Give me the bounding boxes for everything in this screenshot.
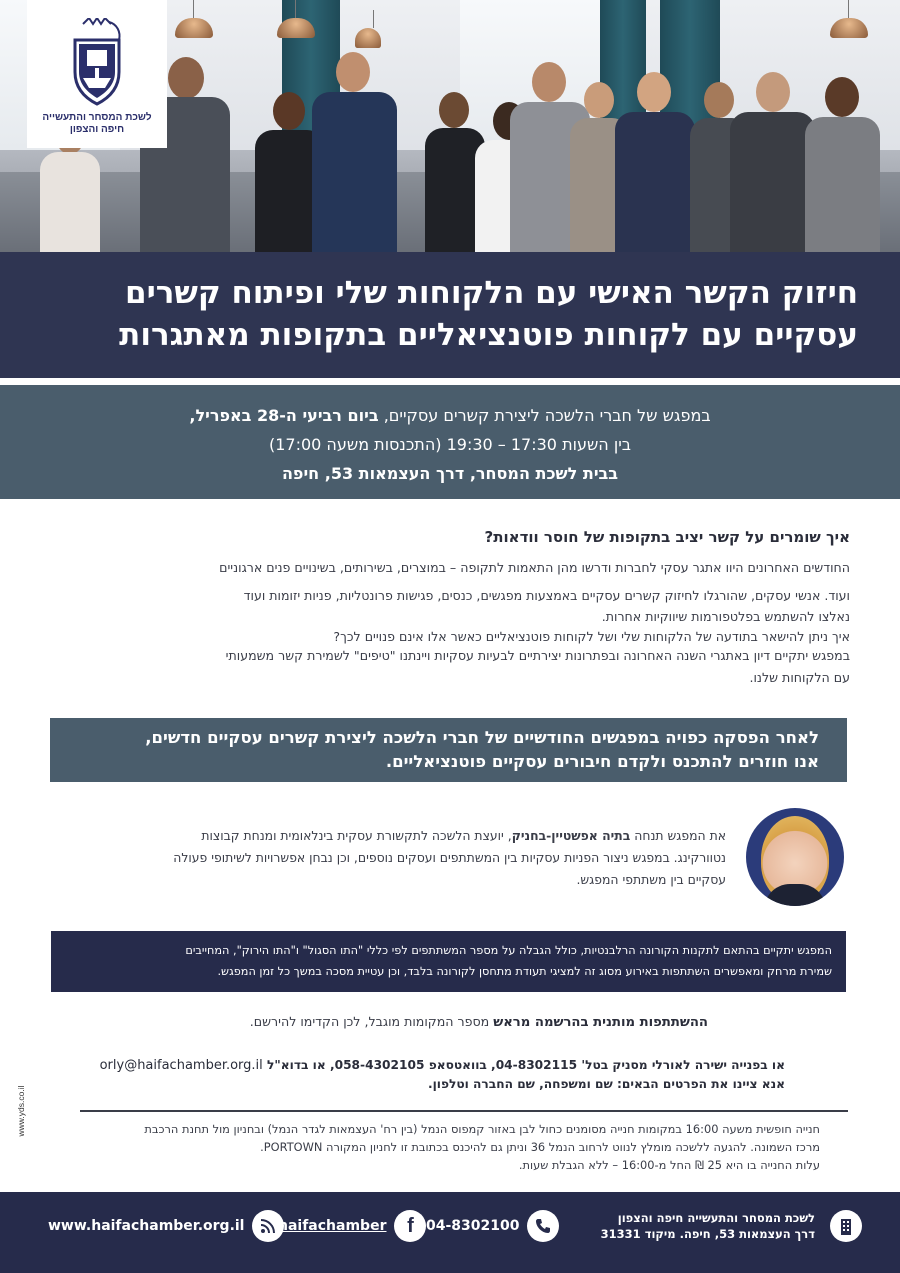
contact-text: או בפנייה ישירה לאורלי מסניק בטל' 04-8302115, בוואטסאפ 058-4302105, או בדוא"ל: [262, 1058, 785, 1072]
footer-phone-item[interactable]: [426, 1210, 559, 1242]
host-line3: עסקיים בין משתתפי המפגש.: [576, 872, 726, 887]
title-line1: חיזוק הקשר האישי עם הלקוחות שלי ופיתוח קשרים: [124, 275, 858, 311]
footer-website-item[interactable]: [48, 1210, 284, 1242]
footer-facebook[interactable]: haifachamber: [278, 1218, 387, 1234]
intro-line: נאלצו להשתמש בפלטפורמות שיווקיות אחרות.: [601, 609, 850, 624]
registration-note: [50, 1014, 708, 1030]
parking-line2: מרכז השמונה. להגעה ללשכה מומלץ לנווט לרחוב הנמל 36 וניתן גם להיכנס בכתובת זו לחניון המקורה PORTOWN.: [260, 1140, 820, 1154]
intro-paragraph: [50, 556, 850, 689]
designer-credit: [12, 1078, 26, 1148]
event-location: בבית לשכת המסחר, דרך העצמאות 53, חיפה: [281, 464, 619, 483]
page-title: [28, 272, 858, 356]
contact-info: [50, 1056, 785, 1093]
event-date: ביום רביעי ה-28 באפריל,: [189, 406, 379, 425]
parking-line1: חנייה חופשית משעה 16:00 במקומות חנייה מסומנים כחול לבן באזור קמפוס הנמל (בין רח' העצמאות לגדר הנמל) ובחניון מול תחנת הרכבת: [144, 1122, 820, 1136]
registration-rest: מספר המקומות מוגבל, לכן הקדימו להירשם.: [249, 1014, 494, 1029]
facebook-icon: f: [394, 1210, 426, 1242]
logo-text: [42, 112, 151, 136]
contact-line1: [50, 1056, 785, 1075]
registration-bold: ההשתתפות מותנית בהרשמה מראש: [493, 1015, 708, 1030]
banner-line2: אנו חוזרים להתכנס ולקדם חיבורים עסקיים פוטנציאליים.: [385, 752, 819, 771]
contact-line2: אנא ציינו את הפרטים הבאים: שם ומשפחה, שם החברה וטלפון.: [427, 1077, 785, 1091]
host-line1-rest: , יועצת הלשכה לתקשורת עסקית בינלאומית ומנחת קבוצות: [201, 828, 512, 843]
intro-line: במפגש יתקיים דיון באתגרי השנה האחרונה ובפתרונות יצירתיים לבעיות עסקיות ויינתנו "טיפים" לשמירת קשר משמעותי: [225, 648, 850, 663]
host-description: [50, 825, 726, 891]
footer: [0, 1192, 900, 1273]
intro-line: החודשים האחרונים היוו אתגר עסקי לחברות ודרשו מהן התאמות לתקופה – במוצרים, בשירותים, בשינויים פנים ארגוניים: [219, 560, 850, 575]
event-line1: [0, 401, 900, 430]
footer-org-name: לשכת המסחר והתעשייה חיפה והצפון: [617, 1211, 815, 1225]
divider: [80, 1110, 848, 1112]
title-band: [0, 252, 900, 378]
footer-address-block: [601, 1210, 815, 1242]
host-line1: [50, 825, 726, 847]
host-avatar: [746, 808, 844, 906]
return-banner: [50, 718, 847, 782]
credit-text: www.yds.co.il: [16, 1085, 26, 1137]
intro-question: איך שומרים על קשר יציב בתקופות של חוסר וודאות?: [484, 528, 850, 546]
phone-icon: [527, 1210, 559, 1242]
intro-line: איך ניתן להישאר בתודעה של הלקוחות שלי ושל לקוחות פוטנציאליים כאשר אלו אינם פנויים לכך?: [333, 628, 850, 644]
footer-website[interactable]: www.haifachamber.org.il: [48, 1218, 245, 1234]
intro-line: עם הלקוחות שלנו.: [749, 669, 850, 685]
host-line2: נטוורקינג. במפגש ניצור הפניות עסקיות בין המשתתפים ועסקים נוספים, וכן נבחן אפשרויות לשיתופי פעולה: [173, 850, 726, 865]
intro-line: ועוד. אנשי עסקים, שהורגלו לחיזוק קשרים עסקיים באמצעות מפגשים, כנסים, פגישות פרונטליות, פניות יזומות ועוד: [243, 587, 850, 603]
logo-line1: לשכת המסחר והתעשייה: [42, 112, 152, 123]
logo-line2: חיפה והצפון: [69, 124, 125, 135]
event-info-band: [0, 385, 900, 499]
parking-info: [60, 1120, 820, 1174]
event-time: בין השעות 17:30 – 19:30 (התכנסות משעה 17:00): [268, 435, 632, 454]
footer-facebook-item[interactable]: [278, 1210, 426, 1242]
parking-line3: עלות החנייה בו היא 25 ₪ החל מ-16:00 – ללא הגבלת שעות.: [518, 1158, 820, 1172]
title-line2: עסקיים עם לקוחות פוטנציאליים בתקופות מאתגרות: [119, 317, 858, 353]
building-icon: [830, 1210, 862, 1242]
event-line1-prefix: במפגש של חברי הלשכה ליצירת קשרים עסקיים,: [378, 406, 711, 425]
host-prefix: את המפגש תנחה: [630, 828, 726, 843]
notice-line1: המפגש יתקיים בהתאם לתקנות הקורונה הרלבנטיות, כולל הגבלה על מספר המשתתפים לפי כללי "התו הסגול" ו"התו הירוק", המחייבים: [185, 944, 832, 957]
coat-of-arms-icon: [69, 18, 125, 106]
host-name: בתיה אפשטיין-בחניק: [511, 828, 631, 843]
footer-phone[interactable]: 04-8302100: [426, 1218, 520, 1234]
contact-email[interactable]: orly@haifachamber.org.il: [99, 1058, 263, 1073]
chamber-logo: [27, 0, 167, 148]
banner-line1: לאחר הפסקה כפויה במפגשים החודשיים של חברי הלשכה ליצירת קשרים עסקיים חדשים,: [145, 728, 819, 747]
notice-line2: שמירת מרחק ומאפשרים השתתפות באירוע מסוג זה למציגי תעודת מתחסן לקורונה בלבד, וכן עטיית מסכה במשך כל זמן המפגש.: [217, 965, 832, 978]
covid-notice: [51, 931, 846, 992]
footer-address: דרך העצמאות 53, חיפה. מיקוד 31331: [600, 1227, 815, 1241]
